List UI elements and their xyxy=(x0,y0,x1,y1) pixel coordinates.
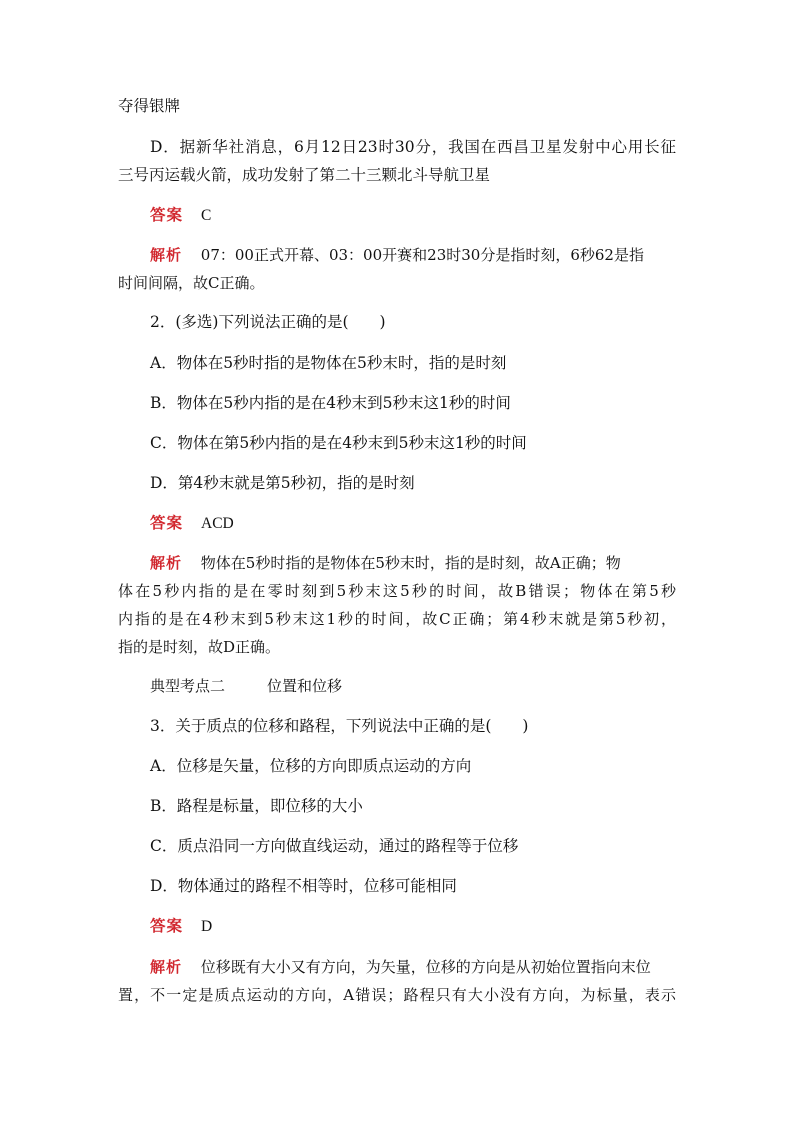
question-3-option-a: A．位移是矢量，位移的方向即质点运动的方向 xyxy=(150,757,472,775)
question-3: 3．关于质点的位移和路程，下列说法中正确的是( ) xyxy=(150,717,529,735)
question-2: 2．(多选)下列说法正确的是( ) xyxy=(150,313,386,331)
explanation-2-line-4: 指的是时刻，故D正确。 xyxy=(118,638,281,656)
answer-1 xyxy=(150,205,211,226)
answer-value: D xyxy=(201,918,213,935)
explanation-1-continuation: 时间间隔，故C正确。 xyxy=(118,274,265,292)
answer-value: C xyxy=(201,207,212,224)
answer-2 xyxy=(150,513,234,534)
question-3-option-b: B．路程是标量，即位移的大小 xyxy=(150,797,363,815)
explanation-3 xyxy=(150,957,676,977)
explanation-3-line-2: 置，不一定是质点运动的方向，A错误；路程只有大小没有方向，为标量，表示 xyxy=(118,986,676,1004)
explanation-2 xyxy=(150,553,676,573)
option-d-line: D．据新华社消息，6月12日23时30分，我国在西昌卫星发射中心用长征 xyxy=(150,138,676,156)
question-3-option-c: C．质点沿同一方向做直线运动，通过的路程等于位移 xyxy=(150,837,519,855)
explanation-label: 解析 xyxy=(150,554,183,572)
question-2-option-d: D．第4秒末就是第5秒初，指的是时刻 xyxy=(150,474,415,492)
explanation-2-line-3: 内指的是在4秒末到5秒末这1秒的时间，故C正确；第4秒末就是第5秒初， xyxy=(118,610,676,628)
explanation-label: 解析 xyxy=(150,246,183,264)
answer-label: 答案 xyxy=(150,917,184,935)
explanation-2-line-2: 体在5秒内指的是在零时刻到5秒末这5秒的时间，故B错误；物体在第5秒 xyxy=(118,582,676,600)
explanation-label: 解析 xyxy=(150,958,183,976)
answer-label: 答案 xyxy=(150,514,184,532)
answer-3 xyxy=(150,916,212,937)
explanation-text: 物体在5秒时指的是物体在5秒末时，指的是时刻，故A正确；物 xyxy=(200,554,621,572)
section-topic: 位置和位移 xyxy=(267,677,343,695)
explanation-text: 07：00正式开幕、03：00开赛和23时30分是指时刻，6秒62是指 xyxy=(200,246,644,264)
question-2-option-a: A．物体在5秒时指的是物体在5秒末时，指的是时刻 xyxy=(150,354,507,372)
question-2-option-b: B．物体在5秒内指的是在4秒末到5秒末这1秒的时间 xyxy=(150,394,511,412)
section-label: 典型考点二 xyxy=(150,677,226,695)
answer-label: 答案 xyxy=(150,206,184,224)
option-d-continuation: 三号丙运载火箭，成功发射了第二十三颗北斗导航卫星 xyxy=(118,166,491,184)
text-line: 夺得银牌 xyxy=(118,97,181,115)
question-3-option-d: D．物体通过的路程不相等时，位移可能相同 xyxy=(150,877,457,895)
explanation-text: 位移既有大小又有方向，为矢量，位移的方向是从初始位置指向末位 xyxy=(200,958,651,976)
explanation-1 xyxy=(150,245,676,265)
answer-value: ACD xyxy=(201,515,234,532)
section-heading xyxy=(150,676,342,696)
question-2-option-c: C．物体在第5秒内指的是在4秒末到5秒末这1秒的时间 xyxy=(150,434,527,452)
